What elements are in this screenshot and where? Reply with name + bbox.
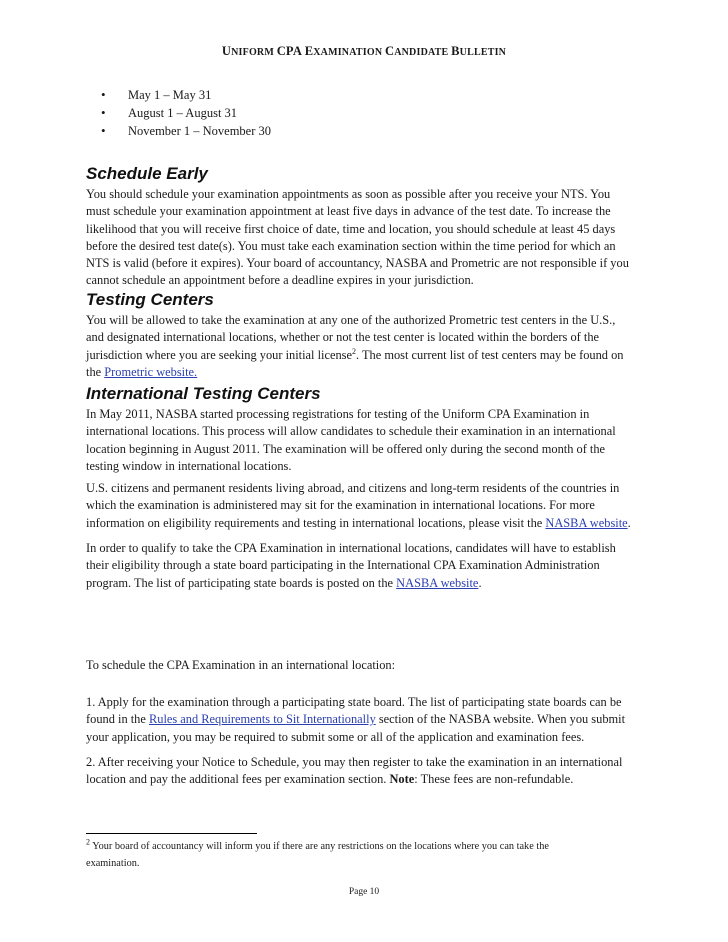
- header-word-4: CANDIDATE: [384, 44, 452, 58]
- text-line: which the examination is administered may sit for the examination in international locations. For more: [86, 498, 595, 513]
- footnote-divider: [86, 833, 257, 834]
- heading-international-testing-centers: International Testing Centers: [86, 384, 321, 403]
- text-line: their eligibility through a state board participating in the International CPA Examination Administration: [86, 558, 600, 573]
- text-line: program. The list of participating state boards is posted on the NASBA website.: [86, 575, 482, 590]
- list-item: • May 1 – May 31: [101, 86, 271, 104]
- header-word-1: UNIFORM: [221, 44, 277, 58]
- text-line: found in the Rules and Requirements to Sit Internationally section of the NASBA website. When you submit: [86, 712, 626, 727]
- paragraph-step-1: [86, 694, 646, 746]
- text-line: You will be allowed to take the examination at any one of the authorized Prometric test centers in the U.S.,: [86, 313, 616, 327]
- footnote-ref[interactable]: 2: [351, 346, 356, 356]
- text-line: jurisdiction where you are seeking your initial license$^2$. The most current list of test centers may be found on: [86, 346, 624, 362]
- heading-testing-centers: Testing Centers: [86, 290, 214, 309]
- text-line: international locations. This process will allow candidates to schedule their examination in an international: [86, 424, 616, 439]
- prometric-website-link[interactable]: Prometric website.: [104, 364, 198, 379]
- nasba-website-link[interactable]: NASBA website: [396, 575, 479, 590]
- text-line: testing window in international locations.: [86, 458, 292, 473]
- text-line: In May 2011, NASBA started processing registrations for testing of the Uniform CPA Examination in: [86, 407, 590, 421]
- note-label: Note: [389, 772, 415, 787]
- footnote-mark: 2: [86, 837, 90, 847]
- text-line: your application, you may be required to submit some or all of the application and examination fees.: [86, 729, 585, 744]
- text-line: You should schedule your examination appointments as soon as possible after you receive your NTS. You: [86, 187, 611, 201]
- paragraph-schedule-early: [86, 186, 646, 290]
- text-line: 2. After receiving your Notice to Schedule, you may then register to take the examination in an international: [86, 755, 623, 769]
- text-line: In order to qualify to take the CPA Examination in international locations, candidates will have to establish: [86, 541, 616, 555]
- list-item: • November 1 – November 30: [101, 122, 271, 140]
- text-line: U.S. citizens and permanent residents living abroad, and citizens and long-term residents of the countries in: [86, 481, 620, 495]
- text-line: the Prometric website.: [86, 364, 198, 379]
- list-item: • August 1 – August 31: [101, 104, 271, 122]
- page-number: Page 10: [348, 887, 380, 897]
- paragraph-step-2: [86, 754, 646, 789]
- text-line: 1. Apply for the examination through a participating state board. The list of participating state boards can be: [86, 695, 622, 709]
- header-word-5: BULLETIN: [451, 44, 507, 58]
- footnote: [86, 838, 646, 872]
- text-line: location beginning in August 2011. The examination will be offered only during the second month of the: [86, 441, 606, 456]
- header-word-2: CPA: [276, 44, 305, 58]
- text-line: before the desired test date(s). You must take each examination section within the time period for which an: [86, 238, 616, 253]
- paragraph-testing-centers: [86, 312, 646, 381]
- running-header: [0, 44, 728, 59]
- text-line: information on eligibility requirements and testing in international locations, please visit the NASBA website.: [86, 515, 631, 530]
- paragraph-international-3: [86, 540, 646, 592]
- paragraph-schedule-intro: [86, 657, 646, 674]
- text-line: likelihood that you will receive first choice of date, time and location, you should schedule at least 45 days: [86, 221, 616, 236]
- header-word-3: EXAMINATION: [304, 44, 385, 58]
- text-line: must schedule your examination appointment at least five days in advance of the test date. To increase the: [86, 204, 611, 219]
- rules-requirements-link[interactable]: Rules and Requirements to Sit Internationally: [148, 712, 376, 727]
- nasba-website-link[interactable]: NASBA website: [545, 515, 628, 530]
- heading-schedule-early: Schedule Early: [86, 164, 208, 183]
- text-line: and designated international locations, whether or not the test center is located within the borders of the: [86, 330, 600, 345]
- text-line: $^2$ Your board of accountancy will inform you if there are any restrictions on the locations where you can take the: [86, 837, 549, 852]
- text-line: location and pay the additional fees per examination section. Note: These fees are non-refundable.: [86, 772, 574, 787]
- text-line: examination.: [86, 858, 140, 869]
- paragraph-international-2: [86, 480, 646, 532]
- testing-window-list: [101, 86, 271, 140]
- text-line: cannot schedule an appointment before a deadline expires in your jurisdiction.: [86, 273, 474, 288]
- text-line: NTS is valid (before it expires). Your board of accountancy, NASBA and Prometric are not responsible if you: [86, 256, 629, 271]
- paragraph-international-1: [86, 406, 646, 475]
- text-line: To schedule the CPA Examination in an international location:: [86, 658, 396, 672]
